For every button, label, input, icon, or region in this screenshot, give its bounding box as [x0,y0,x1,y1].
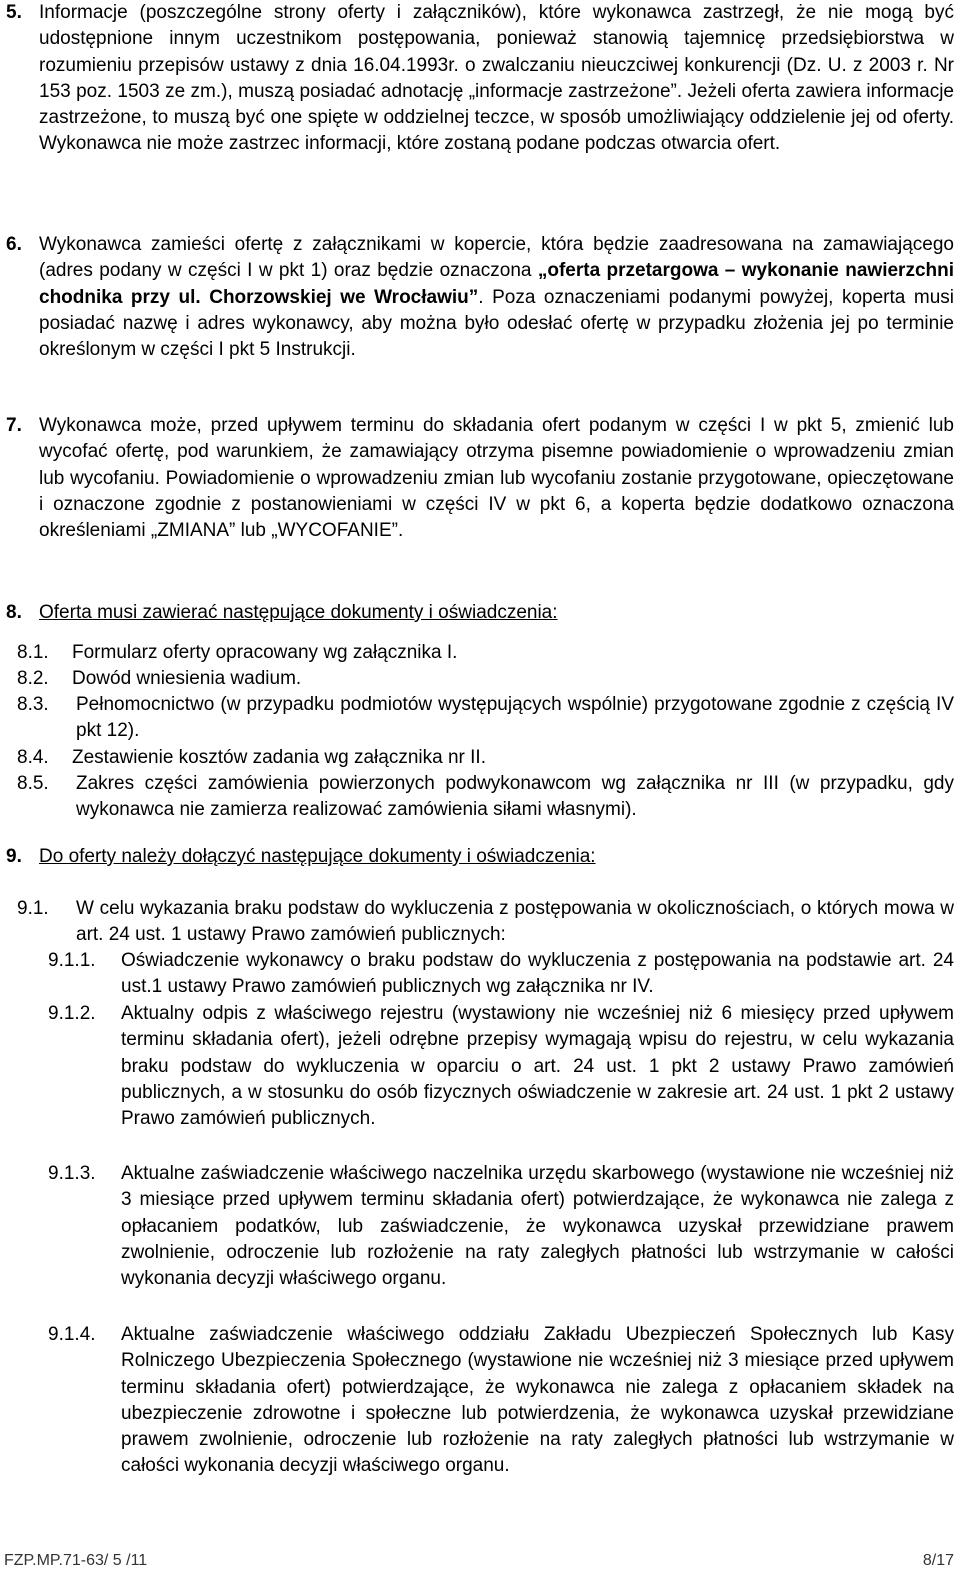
subpoint-number: 8.5. [17,773,49,794]
subpoint-9-1-3 [48,1161,954,1292]
footer-page-number: 8/17 [922,1552,954,1569]
point-text: Wykonawca może, przed upływem terminu do składania ofert podanym w części I w pkt 5, zmienić lub wycofać ofertę, pod warunkiem, że zamawiający otrzyma pisemne powiadomienie o wprowadzeniu zmian lub wycofaniu. Powiadomienie o wprowadzeniu zmian lub wycofaniu zostanie przygotowane, opieczętowane i oznaczone zgodnie z postanowieniami w części IV w pkt 6, a koperta będzie dodatkowo oznaczona określeniami „ZMIANA” lub „WYCOFANIE”. [39,415,954,542]
subpoint-text: Zakres części zamówienia powierzonych podwykonawcom wg załącznika nr III (w przypadku, gdy wykonawca nie zamierza realizować zamówienia siłami własnymi). [76,773,954,821]
point-number: 8. [6,602,22,623]
point-heading: Oferta musi zawierać następujące dokumenty i oświadczenia: [39,602,558,623]
point-6 [6,232,954,363]
subpoint-8-2 [17,666,954,692]
subpoint-number: 8.4. [17,747,49,768]
point-text: Informacje (poszczególne strony oferty i załączników), które wykonawca zastrzegł, że nie mogą być udostępnione innym uczestnikom postępowania, ponieważ stanowią tajemnicę przedsiębiorstwa w rozumieniu przepisów ustawy z dnia 16.04.1993r. o zwalczaniu nieuczciwej konkurencji (Dz. U. z 2003 r. Nr 153 poz. 1503 ze zm.), muszą posiadać adnotację „informacje zastrzeżone”. Jeżeli oferta zawiera informacje zastrzeżone, to muszą być one spięte w oddzielnej teczce, w sposób umożliwiający oddzielenie jej od oferty. Wykonawca nie może zastrzec informacji, które zostaną podane podczas otwarcia ofert. [39,2,954,155]
point-text [39,232,954,363]
text-segment: Wykonawca zamieści ofertę z załącznikami w kopercie, która będzie zaadresowana na zamawiającego (adres podany w części I w pkt 1) oraz będzie oznaczona [39,234,954,282]
footer-reference: FZP.MP.71-63/ 5 /11 [4,1552,148,1569]
subpoint-9-1-2 [48,1001,954,1132]
point-5 [6,0,954,158]
subpoint-text: Aktualny odpis z właściwego rejestru (wystawiony nie wcześniej niż 6 miesięcy przed upływem terminu składania ofert), jeżeli odrębne przepisy wymagają wpisu do rejestru, w celu wykazania braku podstaw do wykluczenia w oparciu o art. 24 ust. 1 pkt 2 ustawy Prawo zamówień publicznych, a w stosunku do osób fizycznych oświadczenie w zakresie art. 24 ust. 1 pkt 2 ustawy Prawo zamówień publicznych. [121,1003,954,1130]
subpoint-number: 9.1.3. [48,1163,96,1184]
subpoint-text: Oświadczenie wykonawcy o braku podstaw do wykluczenia z postępowania na podstawie art. 24 ust.1 ustawy Prawo zamówień publicznych wg załącznika nr IV. [121,950,954,998]
point-number: 5. [6,2,22,23]
subpoint-8-3 [17,692,954,745]
subpoint-text: Aktualne zaświadczenie właściwego oddziału Zakładu Ubezpieczeń Społecznych lub Kasy Rolniczego Ubezpieczenia Społecznego (wystawione nie wcześniej niż 3 miesiące przed upływem terminu składania ofert) potwierdzające, że wykonawca nie zalega z opłacaniem składek na ubezpieczenie zdrowotne i społeczne lub potwierdzenia, że wykonawca uzyskał przewidziane prawem zwolnienie, odroczenie lub rozłożenie na raty zaległych płatności lub wstrzymanie w całości wykonania decyzji właściwego organu. [121,1324,954,1477]
subpoint-number: 9.1.1. [48,950,96,971]
subpoint-number: 8.1. [17,642,49,663]
envelope-label: „oferta przetargowa – wykonanie nawierzchni chodnika przy ul. Chorzowskiej we Wrocławiu” [39,260,954,308]
point-8 [6,600,954,626]
subpoint-number: 9.1. [17,898,49,919]
subpoint-number: 8.3. [17,694,49,715]
point-7 [6,413,954,544]
subpoint-number: 9.1.4. [48,1324,96,1345]
subpoint-text: Aktualne zaświadczenie właściwego naczelnika urzędu skarbowego (wystawione nie wcześniej niż 3 miesiące przed upływem terminu składania ofert) potwierdzające, że wykonawca nie zalega z opłacaniem podatków, lub zaświadczenie, że wykonawca uzyskał przewidziane prawem zwolnienie, odroczenie lub rozłożenie na raty zaległych płatności lub wstrzymanie w całości wykonania decyzji właściwego organu. [121,1163,954,1290]
subpoint-9-1 [17,896,954,949]
subpoint-text: Pełnomocnictwo (w przypadku podmiotów występujących wspólnie) przygotowane zgodnie z częścią IV pkt 12). [76,694,954,742]
point-number: 7. [6,415,22,436]
subpoint-8-4 [17,745,954,771]
point-9 [6,844,954,870]
text-segment: . Poza oznaczeniami podanymi powyżej, koperta musi posiadać nazwę i adres wykonawcy, aby można było odesłać ofertę w przypadku złożenia jej po terminie określonym w części I pkt 5 Instrukcji. [39,286,954,361]
subpoint-9-1-1 [48,948,954,1001]
subpoint-text: W celu wykazania braku podstaw do wykluczenia z postępowania w okolicznościach, o których mowa w art. 24 ust. 1 ustawy Prawo zamówień publicznych: [76,898,954,946]
subpoint-text: Zestawienie kosztów zadania wg załącznika nr II. [72,747,486,768]
subpoint-number: 8.2. [17,668,49,689]
subpoint-9-1-4 [48,1322,954,1480]
subpoint-text: Dowód wniesienia wadium. [72,668,302,689]
point-heading: Do oferty należy dołączyć następujące dokumenty i oświadczenia: [39,846,596,867]
subpoint-number: 9.1.2. [48,1003,96,1024]
subpoint-text: Formularz oferty opracowany wg załącznika I. [72,642,458,663]
point-number: 9. [6,846,22,867]
subpoint-8-1 [17,640,954,666]
point-number: 6. [6,234,22,255]
subpoint-8-5 [17,771,954,824]
